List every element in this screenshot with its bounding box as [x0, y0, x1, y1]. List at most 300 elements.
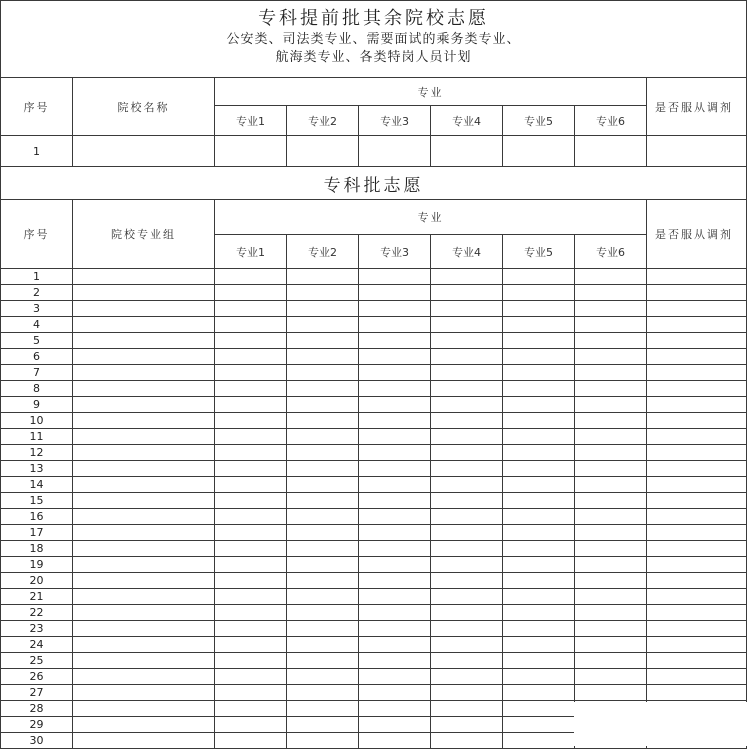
major-cell[interactable]	[215, 333, 287, 349]
row-number: 26	[1, 669, 73, 685]
major-cell[interactable]	[287, 397, 359, 413]
major-cell[interactable]	[359, 541, 431, 557]
major-cell[interactable]	[359, 589, 431, 605]
section1-major-cell[interactable]	[215, 136, 287, 167]
table-row	[1, 653, 747, 669]
major-cell[interactable]	[359, 717, 431, 733]
section1-header-major-group: 专业	[215, 78, 647, 106]
major-cell[interactable]	[575, 525, 647, 541]
adjust-cell[interactable]	[647, 605, 747, 621]
table-row	[1, 461, 747, 477]
major-cell[interactable]	[287, 621, 359, 637]
major-cell[interactable]	[359, 461, 431, 477]
row-number: 27	[1, 685, 73, 701]
major-cell[interactable]	[575, 285, 647, 301]
major-cell[interactable]	[359, 381, 431, 397]
major-cell[interactable]	[503, 493, 575, 509]
section1-major-cell[interactable]	[503, 136, 575, 167]
major-cell[interactable]	[503, 557, 575, 573]
major-cell[interactable]	[575, 573, 647, 589]
major-cell[interactable]	[359, 605, 431, 621]
major-cell[interactable]	[431, 397, 503, 413]
major-cell[interactable]	[503, 317, 575, 333]
table-row	[1, 381, 747, 397]
major-cell[interactable]	[215, 429, 287, 445]
major-cell[interactable]	[431, 381, 503, 397]
row-number: 18	[1, 541, 73, 557]
major-cell[interactable]	[287, 493, 359, 509]
major-cell[interactable]	[431, 445, 503, 461]
major-cell[interactable]	[215, 525, 287, 541]
major-cell[interactable]	[359, 509, 431, 525]
major-cell[interactable]	[431, 413, 503, 429]
major-cell[interactable]	[359, 669, 431, 685]
table-row	[1, 573, 747, 589]
major-cell[interactable]	[431, 317, 503, 333]
major-cell[interactable]	[359, 269, 431, 285]
table-row	[1, 621, 747, 637]
major-cell[interactable]	[575, 429, 647, 445]
section1-header-major-3: 专业3	[359, 106, 431, 136]
major-cell[interactable]	[503, 477, 575, 493]
section1-major-cell[interactable]	[359, 136, 431, 167]
major-cell[interactable]	[431, 285, 503, 301]
major-cell[interactable]	[575, 413, 647, 429]
major-cell[interactable]	[287, 541, 359, 557]
table-row	[1, 557, 747, 573]
school-group-cell[interactable]	[73, 717, 215, 733]
major-cell[interactable]	[503, 333, 575, 349]
major-cell[interactable]	[287, 429, 359, 445]
major-cell[interactable]	[431, 637, 503, 653]
row-number: 29	[1, 717, 73, 733]
major-cell[interactable]	[503, 621, 575, 637]
adjust-cell[interactable]	[647, 365, 747, 381]
major-cell[interactable]	[287, 653, 359, 669]
major-cell[interactable]	[359, 573, 431, 589]
major-cell[interactable]	[503, 429, 575, 445]
major-cell[interactable]	[287, 349, 359, 365]
row-number: 28	[1, 701, 73, 717]
major-cell[interactable]	[215, 605, 287, 621]
major-cell[interactable]	[215, 701, 287, 717]
major-cell[interactable]	[287, 589, 359, 605]
major-cell[interactable]	[287, 445, 359, 461]
major-cell[interactable]	[431, 733, 503, 749]
major-cell[interactable]	[287, 333, 359, 349]
major-cell[interactable]	[359, 413, 431, 429]
section1-row-number: 1	[1, 136, 73, 167]
major-cell[interactable]	[503, 349, 575, 365]
major-cell[interactable]	[287, 557, 359, 573]
major-cell[interactable]	[287, 381, 359, 397]
major-cell[interactable]	[287, 477, 359, 493]
major-cell[interactable]	[431, 477, 503, 493]
school-group-cell[interactable]	[73, 397, 215, 413]
adjust-cell[interactable]	[647, 493, 747, 509]
section1-header-school: 院校名称	[73, 78, 215, 136]
major-cell[interactable]	[503, 285, 575, 301]
major-cell[interactable]	[503, 365, 575, 381]
major-cell[interactable]	[215, 397, 287, 413]
adjust-cell[interactable]	[647, 413, 747, 429]
major-cell[interactable]	[503, 685, 575, 701]
major-cell[interactable]	[575, 365, 647, 381]
major-cell[interactable]	[215, 589, 287, 605]
row-number: 9	[1, 397, 73, 413]
major-cell[interactable]	[503, 381, 575, 397]
major-cell[interactable]	[503, 573, 575, 589]
major-cell[interactable]	[215, 493, 287, 509]
table-row	[1, 605, 747, 621]
school-group-cell[interactable]	[73, 461, 215, 477]
major-cell[interactable]	[359, 685, 431, 701]
major-cell[interactable]	[575, 541, 647, 557]
section1-header-seq: 序号	[1, 78, 73, 136]
school-group-cell[interactable]	[73, 589, 215, 605]
major-cell[interactable]	[215, 317, 287, 333]
major-cell[interactable]	[359, 653, 431, 669]
table-row	[1, 493, 747, 509]
section1-header-major-1: 专业1	[215, 106, 287, 136]
table-row	[1, 269, 747, 285]
school-group-cell[interactable]	[73, 349, 215, 365]
school-group-cell[interactable]	[73, 301, 215, 317]
school-group-cell[interactable]	[73, 413, 215, 429]
major-cell[interactable]	[359, 525, 431, 541]
adjust-cell[interactable]	[647, 653, 747, 669]
major-cell[interactable]	[431, 541, 503, 557]
major-cell[interactable]	[215, 669, 287, 685]
school-group-cell[interactable]	[73, 733, 215, 749]
table-row	[1, 285, 747, 301]
row-number: 12	[1, 445, 73, 461]
major-cell[interactable]	[431, 605, 503, 621]
major-cell[interactable]	[503, 637, 575, 653]
major-cell[interactable]	[503, 541, 575, 557]
adjust-cell[interactable]	[647, 301, 747, 317]
major-cell[interactable]	[359, 285, 431, 301]
major-cell[interactable]	[215, 621, 287, 637]
major-cell[interactable]	[503, 733, 575, 749]
major-cell[interactable]	[287, 301, 359, 317]
major-cell[interactable]	[287, 509, 359, 525]
adjust-cell[interactable]	[647, 269, 747, 285]
adjust-cell[interactable]	[647, 333, 747, 349]
major-cell[interactable]	[215, 541, 287, 557]
major-cell[interactable]	[431, 301, 503, 317]
major-cell[interactable]	[287, 685, 359, 701]
major-cell[interactable]	[431, 365, 503, 381]
table-row	[1, 429, 747, 445]
adjust-cell[interactable]	[647, 429, 747, 445]
table-row	[1, 349, 747, 365]
major-cell[interactable]	[215, 557, 287, 573]
adjust-cell[interactable]	[647, 573, 747, 589]
major-cell[interactable]	[503, 589, 575, 605]
row-number: 22	[1, 605, 73, 621]
row-number: 17	[1, 525, 73, 541]
table-row	[1, 525, 747, 541]
major-cell[interactable]	[503, 605, 575, 621]
major-cell[interactable]	[503, 653, 575, 669]
major-cell[interactable]	[359, 621, 431, 637]
major-cell[interactable]	[575, 589, 647, 605]
row-number: 19	[1, 557, 73, 573]
major-cell[interactable]	[287, 365, 359, 381]
school-group-cell[interactable]	[73, 557, 215, 573]
major-cell[interactable]	[287, 461, 359, 477]
adjust-cell[interactable]	[647, 461, 747, 477]
major-cell[interactable]	[431, 509, 503, 525]
major-cell[interactable]	[359, 333, 431, 349]
adjust-cell[interactable]	[647, 637, 747, 653]
major-cell[interactable]	[287, 413, 359, 429]
school-group-cell[interactable]	[73, 269, 215, 285]
row-number: 5	[1, 333, 73, 349]
major-cell[interactable]	[359, 493, 431, 509]
adjust-cell[interactable]	[647, 317, 747, 333]
major-cell[interactable]	[215, 301, 287, 317]
major-cell[interactable]	[287, 669, 359, 685]
adjust-cell[interactable]	[647, 541, 747, 557]
section1-subtitle-line2: 航海类专业、各类特岗人员计划	[275, 50, 472, 65]
major-cell[interactable]	[575, 301, 647, 317]
school-group-cell[interactable]	[73, 525, 215, 541]
table-row	[1, 333, 747, 349]
major-cell[interactable]	[359, 317, 431, 333]
section1-major-cell[interactable]	[287, 136, 359, 167]
major-cell[interactable]	[359, 557, 431, 573]
major-cell[interactable]	[431, 349, 503, 365]
major-cell[interactable]	[575, 493, 647, 509]
major-cell[interactable]	[287, 701, 359, 717]
adjust-cell[interactable]	[647, 685, 747, 701]
table-row	[1, 685, 747, 701]
major-cell[interactable]	[503, 701, 575, 717]
major-cell[interactable]	[431, 653, 503, 669]
major-cell[interactable]	[575, 621, 647, 637]
major-cell[interactable]	[359, 301, 431, 317]
major-cell[interactable]	[215, 717, 287, 733]
major-cell[interactable]	[575, 653, 647, 669]
major-cell[interactable]	[575, 349, 647, 365]
major-cell[interactable]	[359, 397, 431, 413]
adjust-cell[interactable]	[647, 349, 747, 365]
major-cell[interactable]	[215, 349, 287, 365]
adjust-cell[interactable]	[647, 381, 747, 397]
row-number: 14	[1, 477, 73, 493]
school-group-cell[interactable]	[73, 285, 215, 301]
row-number: 2	[1, 285, 73, 301]
school-group-cell[interactable]	[73, 653, 215, 669]
major-cell[interactable]	[431, 493, 503, 509]
major-cell[interactable]	[215, 573, 287, 589]
major-cell[interactable]	[575, 317, 647, 333]
major-cell[interactable]	[215, 637, 287, 653]
major-cell[interactable]	[215, 285, 287, 301]
school-group-cell[interactable]	[73, 429, 215, 445]
section1-header-major-2: 专业2	[287, 106, 359, 136]
major-cell[interactable]	[287, 285, 359, 301]
major-cell[interactable]	[215, 269, 287, 285]
adjust-cell[interactable]	[647, 589, 747, 605]
section1-school-cell[interactable]	[73, 136, 215, 167]
major-cell[interactable]	[287, 637, 359, 653]
school-group-cell[interactable]	[73, 573, 215, 589]
section2-header-major-2: 专业2	[287, 235, 359, 269]
major-cell[interactable]	[287, 717, 359, 733]
school-group-cell[interactable]	[73, 541, 215, 557]
table-row	[1, 397, 747, 413]
major-cell[interactable]	[431, 589, 503, 605]
major-cell[interactable]	[215, 477, 287, 493]
major-cell[interactable]	[575, 605, 647, 621]
table-row	[1, 477, 747, 493]
major-cell[interactable]	[431, 573, 503, 589]
major-cell[interactable]	[359, 429, 431, 445]
section1-header-adjust: 是否服从调剂	[647, 78, 747, 136]
major-cell[interactable]	[575, 461, 647, 477]
major-cell[interactable]	[575, 381, 647, 397]
major-cell[interactable]	[575, 269, 647, 285]
major-cell[interactable]	[503, 269, 575, 285]
adjust-cell[interactable]	[647, 621, 747, 637]
major-cell[interactable]	[431, 669, 503, 685]
adjust-cell[interactable]	[647, 445, 747, 461]
major-cell[interactable]	[215, 365, 287, 381]
major-cell[interactable]	[215, 461, 287, 477]
major-cell[interactable]	[503, 301, 575, 317]
row-number: 1	[1, 269, 73, 285]
section1-major-cell[interactable]	[431, 136, 503, 167]
school-group-cell[interactable]	[73, 477, 215, 493]
major-cell[interactable]	[503, 717, 575, 733]
major-cell[interactable]	[359, 445, 431, 461]
school-group-cell[interactable]	[73, 445, 215, 461]
school-group-cell[interactable]	[73, 621, 215, 637]
major-cell[interactable]	[575, 669, 647, 685]
school-group-cell[interactable]	[73, 637, 215, 653]
major-cell[interactable]	[215, 685, 287, 701]
major-cell[interactable]	[503, 445, 575, 461]
major-cell[interactable]	[503, 525, 575, 541]
major-cell[interactable]	[215, 381, 287, 397]
major-cell[interactable]	[287, 733, 359, 749]
major-cell[interactable]	[287, 525, 359, 541]
adjust-cell[interactable]	[647, 557, 747, 573]
row-number: 10	[1, 413, 73, 429]
major-cell[interactable]	[359, 365, 431, 381]
school-group-cell[interactable]	[73, 333, 215, 349]
major-cell[interactable]	[575, 685, 647, 701]
major-cell[interactable]	[359, 701, 431, 717]
adjust-cell[interactable]	[647, 397, 747, 413]
row-number: 21	[1, 589, 73, 605]
table-row	[1, 413, 747, 429]
major-cell[interactable]	[287, 317, 359, 333]
major-cell[interactable]	[359, 733, 431, 749]
major-cell[interactable]	[503, 669, 575, 685]
major-cell[interactable]	[431, 525, 503, 541]
major-cell[interactable]	[287, 269, 359, 285]
section2-header-major-group: 专业	[215, 200, 647, 235]
row-number: 20	[1, 573, 73, 589]
major-cell[interactable]	[359, 477, 431, 493]
table-row	[1, 589, 747, 605]
adjust-cell[interactable]	[647, 477, 747, 493]
major-cell[interactable]	[431, 621, 503, 637]
school-group-cell[interactable]	[73, 365, 215, 381]
school-group-cell[interactable]	[73, 509, 215, 525]
major-cell[interactable]	[431, 701, 503, 717]
major-cell[interactable]	[431, 269, 503, 285]
school-group-cell[interactable]	[73, 701, 215, 717]
school-group-cell[interactable]	[73, 381, 215, 397]
school-group-cell[interactable]	[73, 493, 215, 509]
row-number: 7	[1, 365, 73, 381]
row-number: 8	[1, 381, 73, 397]
section1-subtitle-line1: 公安类、司法类专业、需要面试的乘务类专业、	[226, 32, 521, 47]
major-cell[interactable]	[359, 637, 431, 653]
row-number: 30	[1, 733, 73, 749]
major-cell[interactable]	[431, 333, 503, 349]
major-cell[interactable]	[215, 733, 287, 749]
row-number: 6	[1, 349, 73, 365]
major-cell[interactable]	[575, 557, 647, 573]
adjust-cell[interactable]	[647, 669, 747, 685]
major-cell[interactable]	[215, 445, 287, 461]
row-number: 16	[1, 509, 73, 525]
school-group-cell[interactable]	[73, 605, 215, 621]
major-cell[interactable]	[215, 653, 287, 669]
major-cell[interactable]	[431, 717, 503, 733]
major-cell[interactable]	[215, 509, 287, 525]
major-cell[interactable]	[575, 333, 647, 349]
table-row	[1, 365, 747, 381]
major-cell[interactable]	[431, 461, 503, 477]
major-cell[interactable]	[575, 397, 647, 413]
major-cell[interactable]	[575, 477, 647, 493]
major-cell[interactable]	[503, 397, 575, 413]
major-cell[interactable]	[359, 349, 431, 365]
school-group-cell[interactable]	[73, 685, 215, 701]
major-cell[interactable]	[431, 557, 503, 573]
major-cell[interactable]	[503, 413, 575, 429]
major-cell[interactable]	[503, 509, 575, 525]
major-cell[interactable]	[575, 509, 647, 525]
major-cell[interactable]	[575, 445, 647, 461]
adjust-cell[interactable]	[647, 509, 747, 525]
school-group-cell[interactable]	[73, 669, 215, 685]
school-group-cell[interactable]	[73, 317, 215, 333]
major-cell[interactable]	[431, 685, 503, 701]
major-cell[interactable]	[287, 605, 359, 621]
section1-title: 专科提前批其余院校志愿	[258, 8, 490, 29]
adjust-cell[interactable]	[647, 525, 747, 541]
blank-corner-patch	[574, 702, 748, 746]
section1-major-cell[interactable]	[575, 136, 647, 167]
major-cell[interactable]	[575, 637, 647, 653]
major-cell[interactable]	[215, 413, 287, 429]
major-cell[interactable]	[503, 461, 575, 477]
major-cell[interactable]	[431, 429, 503, 445]
section2-header-major-3: 专业3	[359, 235, 431, 269]
section1-adjust-cell[interactable]	[647, 136, 747, 167]
section2-title: 专科批志愿	[1, 167, 747, 200]
adjust-cell[interactable]	[647, 285, 747, 301]
major-cell[interactable]	[287, 573, 359, 589]
